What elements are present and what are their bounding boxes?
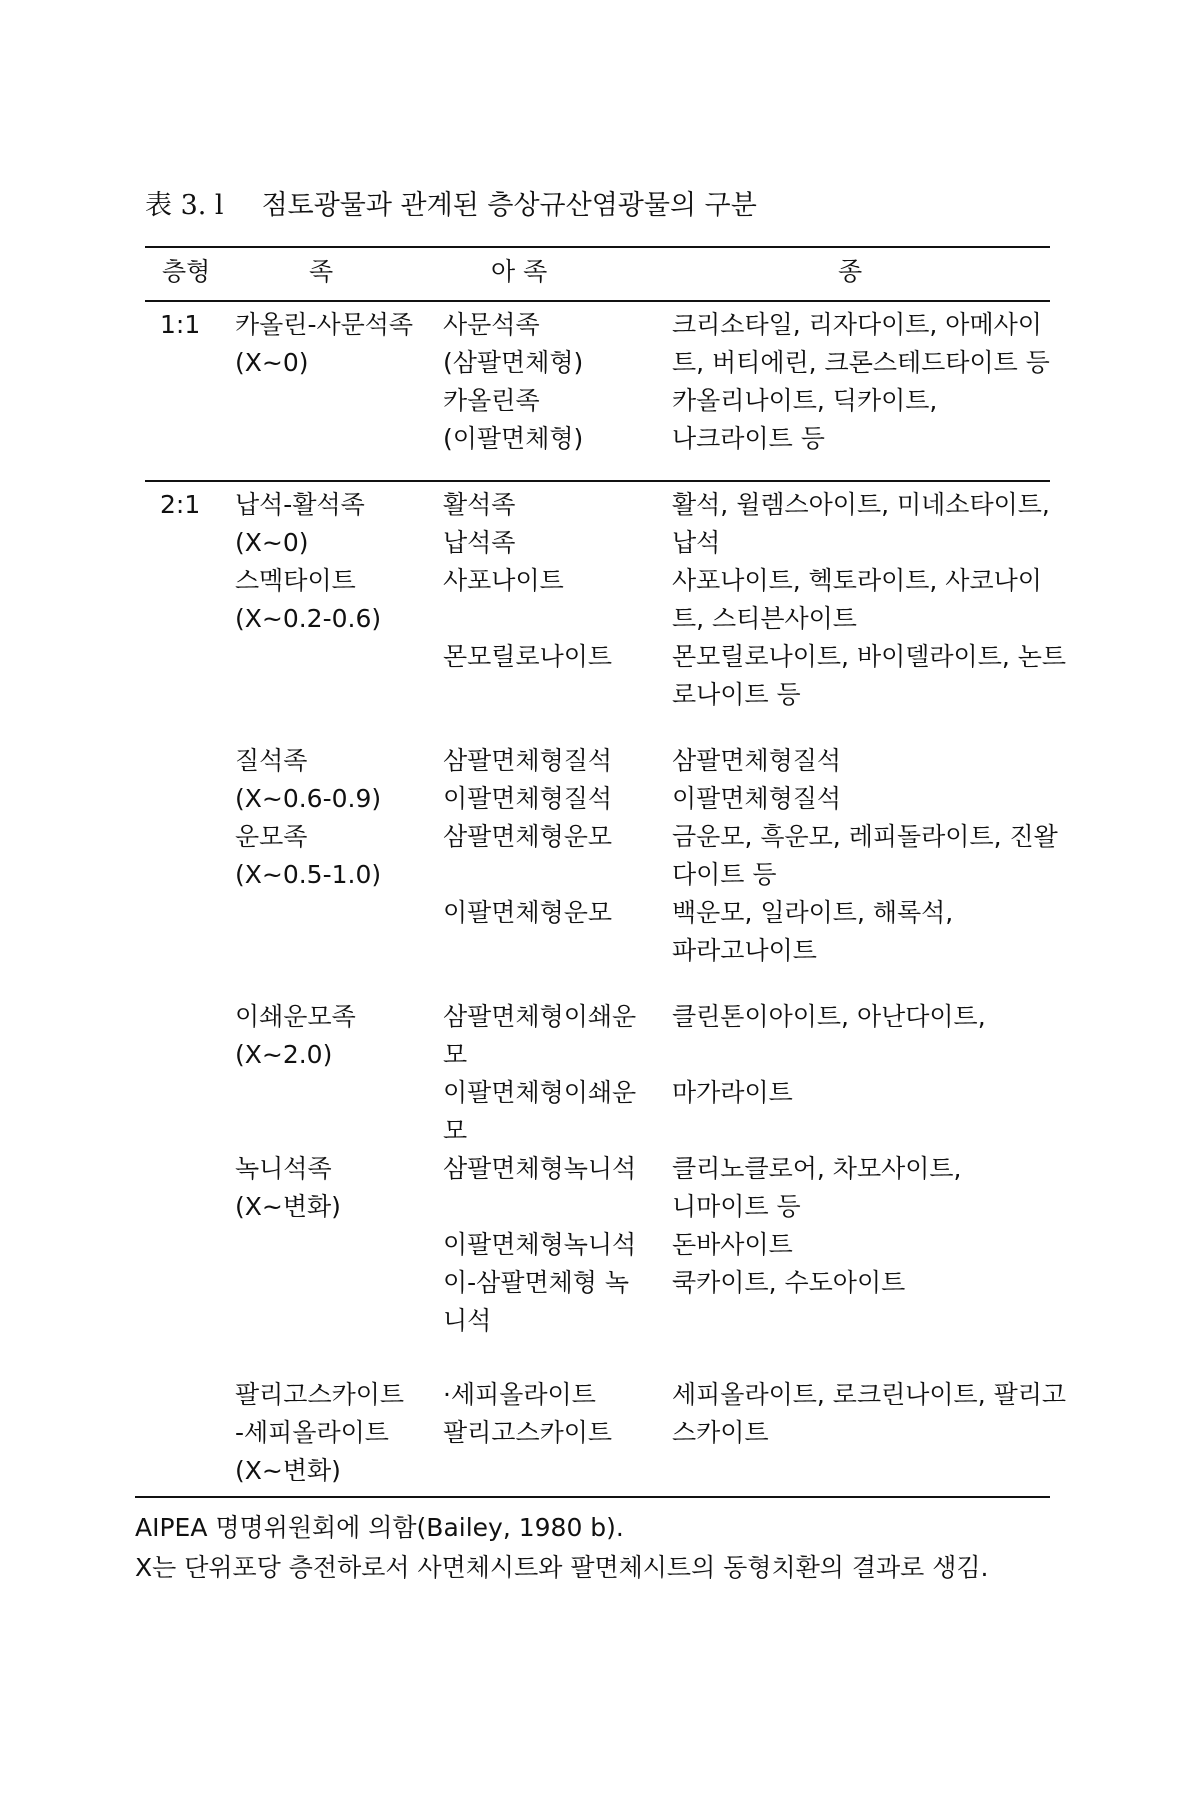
species-cell-line: 세피올라이트, 로크린나이트, 팔리고	[672, 1380, 1067, 1409]
subgroup-cell-line: 사문석족	[443, 310, 540, 339]
group-cell-line: 운모족	[235, 822, 308, 851]
subgroup-cell-line: 삼팔면체형운모	[443, 822, 613, 851]
group-cell-line: 이쇄운모족	[235, 1002, 356, 1031]
group-cell-line: 스멕타이트	[235, 566, 356, 595]
subgroup-cell-line: 모	[443, 1040, 468, 1069]
header-species: 종	[838, 257, 863, 286]
note-source: AIPEA 명명위원회에 의함(Bailey, 1980 b).	[135, 1513, 624, 1542]
subgroup-cell-line: 카올린족	[443, 386, 540, 415]
subgroup-cell-line: 니석	[443, 1306, 492, 1335]
species-cell-line: 돈바사이트	[672, 1230, 793, 1259]
subgroup-cell-line: 삼팔면체형이쇄운	[443, 1002, 637, 1031]
group-cell-line: (X~0.5-1.0)	[235, 860, 382, 889]
species-cell-line: 쿡카이트, 수도아이트	[672, 1268, 906, 1297]
table-caption	[145, 186, 757, 226]
species-cell-line: 몬모릴로나이트, 바이델라이트, 논트	[672, 642, 1067, 671]
species-cell-line: 카올리나이트, 딕카이트,	[672, 386, 938, 415]
group-cell-line: (X~0)	[235, 528, 309, 557]
group-cell-line: 납석-활석족	[235, 490, 365, 519]
species-cell-line: 니마이트 등	[672, 1192, 801, 1221]
table-notes	[135, 1508, 989, 1588]
group-cell-line: 카올린-사문석족	[235, 310, 414, 339]
species-cell-line: 크리소타일, 리자다이트, 아메사이	[672, 310, 1042, 339]
subgroup-cell-line: ·세피올라이트	[443, 1380, 596, 1409]
subgroup-cell-line: 납석족	[443, 528, 516, 557]
subgroup-cell-line: 이-삼팔면체형 녹	[443, 1268, 630, 1297]
subgroup-cell-line: 활석족	[443, 490, 516, 519]
subgroup-cell-line: 삼팔면체형질석	[443, 746, 613, 775]
table-title: 점토광물과 관계된 층상규산염광물의 구분	[261, 190, 757, 221]
header-subgroup: 아 족	[491, 257, 548, 286]
species-cell-line: 납석	[672, 528, 721, 557]
species-cell-line: 클린톤이아이트, 아난다이트,	[672, 1002, 986, 1031]
species-cell-line: 스카이트	[672, 1418, 769, 1447]
table-header-rule	[145, 300, 1050, 302]
group-cell-line: (X~2.0)	[235, 1040, 333, 1069]
group-cell-line: (X~0.6-0.9)	[235, 784, 382, 813]
subgroup-cell-line: 팔리고스카이트	[443, 1418, 613, 1447]
subgroup-cell-line: 삼팔면체형녹니석	[443, 1154, 637, 1183]
species-cell-line: 로나이트 등	[672, 680, 801, 709]
note-definition: X는 단위포당 층전하로서 사면체시트와 팔면체시트의 동형치환의 결과로 생김.	[135, 1553, 989, 1582]
group-cell-line: (X~변화)	[235, 1456, 341, 1485]
species-cell-line: 이팔면체형질석	[672, 784, 842, 813]
group-cell-line: 팔리고스카이트	[235, 1380, 405, 1409]
group-cell-line: 녹니석족	[235, 1154, 332, 1183]
table-number: 表 3. l	[145, 190, 224, 221]
table-top-rule	[145, 246, 1050, 248]
table-bottom-rule	[135, 1496, 1050, 1498]
subgroup-cell-line: 몬모릴로나이트	[443, 642, 613, 671]
table-section-rule	[145, 480, 1050, 482]
header-layer-type: 층형	[162, 257, 211, 286]
species-cell-line: 마가라이트	[672, 1078, 793, 1107]
species-cell-line: 백운모, 일라이트, 해록석,	[672, 898, 954, 927]
group-cell-line: -세피올라이트	[235, 1418, 389, 1447]
species-cell-line: 활석, 윌렘스아이트, 미네소타이트,	[672, 490, 1050, 519]
species-cell-line: 트, 스티븐사이트	[672, 604, 857, 633]
subgroup-cell-line: 이팔면체형질석	[443, 784, 613, 813]
subgroup-cell-line: (이팔면체형)	[443, 424, 584, 453]
species-cell-line: 트, 버티에린, 크론스테드타이트 등	[672, 348, 1050, 377]
species-cell-line: 클리노클로어, 차모사이트,	[672, 1154, 962, 1183]
header-group: 족	[309, 257, 334, 286]
group-cell-line: (X~0)	[235, 348, 309, 377]
group-cell-line: 질석족	[235, 746, 308, 775]
subgroup-cell-line: (삼팔면체형)	[443, 348, 584, 377]
subgroup-cell-line: 이팔면체형이쇄운	[443, 1078, 637, 1107]
species-cell-line: 파라고나이트	[672, 936, 817, 965]
subgroup-cell-line: 모	[443, 1116, 468, 1145]
layer-type-cell-line: 1:1	[160, 310, 201, 339]
subgroup-cell-line: 이팔면체형운모	[443, 898, 613, 927]
layer-type-cell-line: 2:1	[160, 490, 201, 519]
subgroup-cell-line: 사포나이트	[443, 566, 564, 595]
species-cell-line: 다이트 등	[672, 860, 777, 889]
group-cell-line: (X~0.2-0.6)	[235, 604, 382, 633]
subgroup-cell-line: 이팔면체형녹니석	[443, 1230, 637, 1259]
species-cell-line: 나크라이트 등	[672, 424, 825, 453]
group-cell-line: (X~변화)	[235, 1192, 341, 1221]
species-cell-line: 사포나이트, 헥토라이트, 사코나이	[672, 566, 1042, 595]
species-cell-line: 삼팔면체형질석	[672, 746, 842, 775]
species-cell-line: 금운모, 흑운모, 레피돌라이트, 진왈	[672, 822, 1058, 851]
